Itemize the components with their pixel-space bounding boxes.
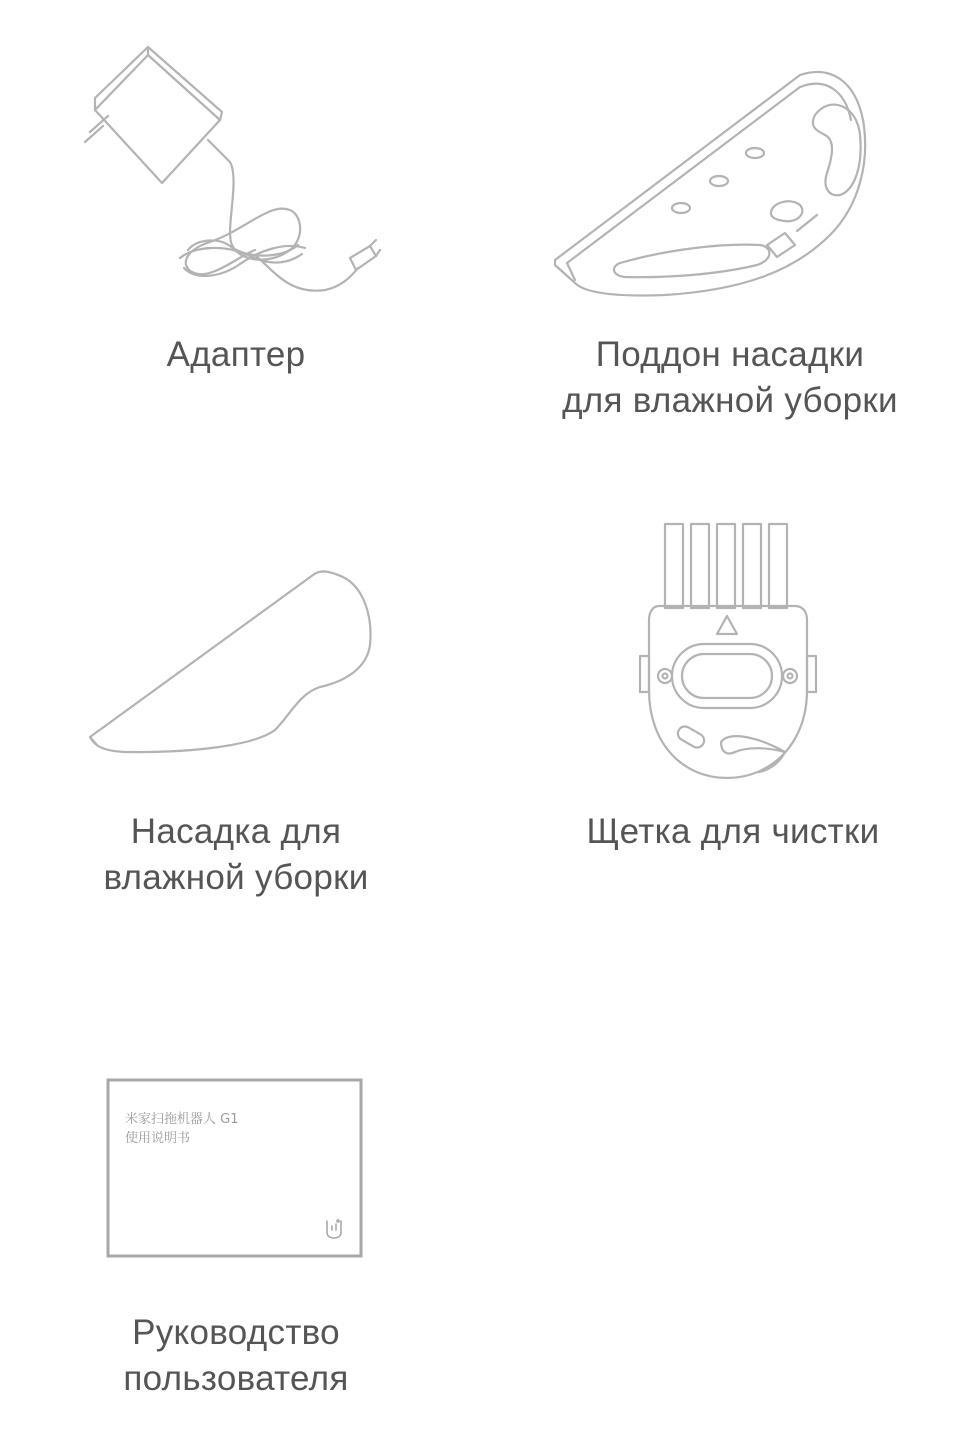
user-manual-caption <box>80 1310 392 1402</box>
mop-tray-label-line-1: Поддон насадки <box>595 335 865 374</box>
mop-pad-label-line-2: влажной уборки <box>103 858 369 897</box>
user-manual-icon <box>106 1078 364 1258</box>
mop-pad-label-line-1: Насадка для <box>130 812 342 851</box>
mop-pad-illustration <box>85 565 380 760</box>
mop-tray-caption <box>530 332 930 424</box>
cleaning-brush-label-line-1: Щетка для чистки <box>586 812 880 851</box>
user-manual-label-line-1: Руководство <box>132 1313 340 1352</box>
mop-pad-icon <box>85 565 380 760</box>
cleaning-brush-caption <box>545 809 921 855</box>
mop-pad-caption <box>60 809 412 901</box>
adapter-label-line-1: Адаптер <box>166 335 306 374</box>
adapter-caption <box>110 332 362 378</box>
mop-tray-illustration <box>545 65 875 310</box>
user-manual-illustration <box>106 1078 364 1258</box>
cleaning-brush-icon <box>635 520 820 785</box>
cleaning-brush-illustration <box>635 520 820 785</box>
adapter-illustration <box>80 50 390 310</box>
mop-tray-label-line-2: для влажной уборки <box>562 381 898 420</box>
manual-cover-title: 米家扫拖机器人 G1 <box>125 1112 239 1127</box>
power-adapter-icon <box>80 50 390 310</box>
manual-cover-subtitle: 使用说明书 <box>125 1131 191 1146</box>
user-manual-label-line-2: пользователя <box>123 1359 349 1398</box>
mop-tray-icon <box>545 65 875 310</box>
